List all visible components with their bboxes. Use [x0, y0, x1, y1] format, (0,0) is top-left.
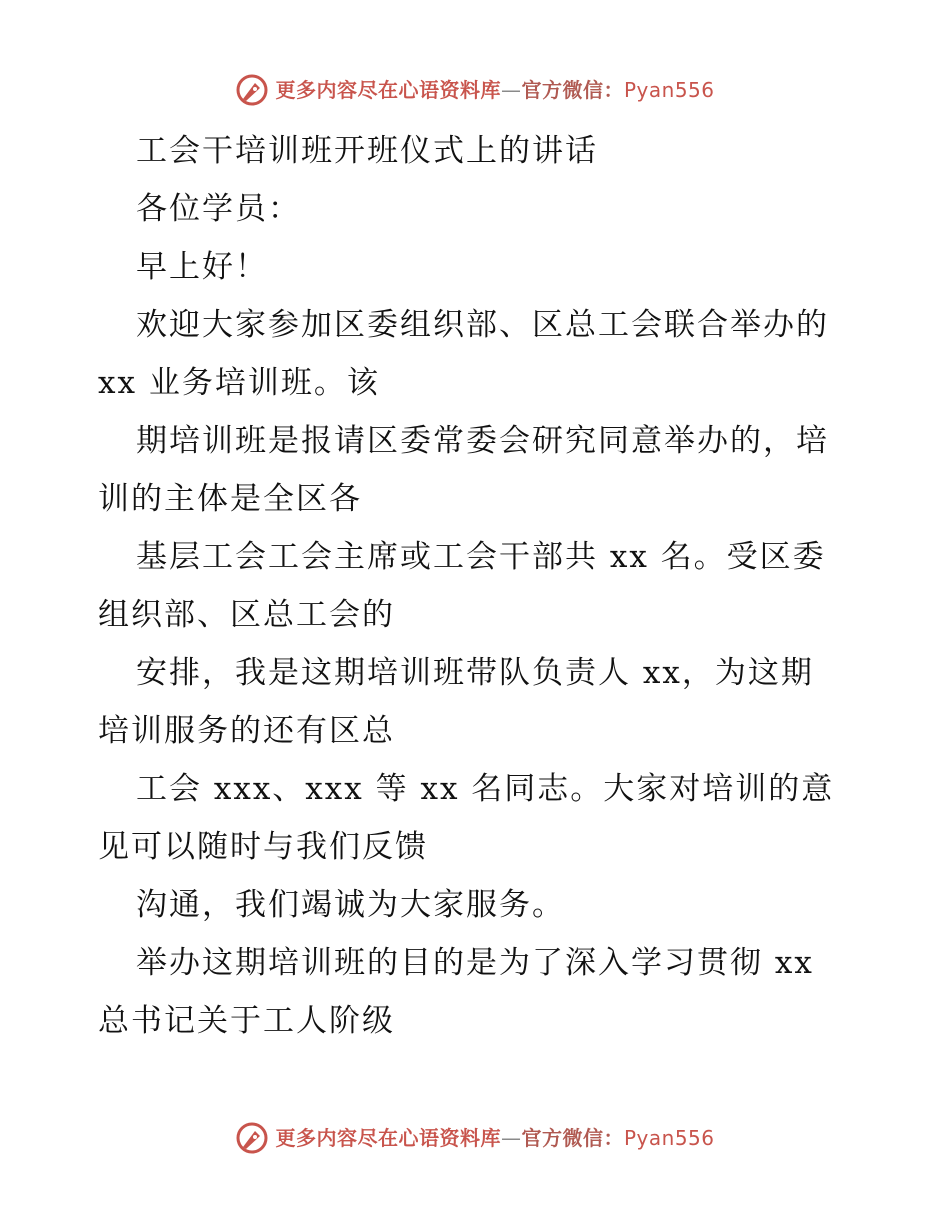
header-watermark-banner: [0, 70, 950, 110]
banner-text: [275, 1121, 714, 1155]
paragraph-line: 沟通，我们竭诚为大家服务。: [136, 887, 565, 923]
salutation: 各位学员：: [136, 191, 301, 227]
footer-watermark-banner: [0, 1118, 950, 1158]
banner-wechat-id: Pyan556: [623, 78, 715, 102]
banner-wechat-id: Pyan556: [623, 1126, 715, 1150]
banner-text: [275, 73, 714, 107]
pen-nib-logo-icon: [235, 1121, 269, 1155]
paragraph-line: 欢迎大家参加区委组织部、区总工会联合举办的: [136, 307, 829, 343]
paragraph-line: 总书记关于工人阶级: [98, 1003, 395, 1039]
paragraph-line: 工会 xxx、xxx 等 xx 名同志。大家对培训的意: [136, 771, 835, 807]
paragraph-line: xx 业务培训班。该: [98, 365, 380, 401]
paragraph-line: 见可以随时与我们反馈: [98, 829, 428, 865]
banner-dash: —: [500, 78, 522, 102]
document-title: 工会干培训班开班仪式上的讲话: [136, 133, 598, 169]
banner-official: 官方微信：: [521, 1126, 624, 1150]
paragraph-line: 举办这期培训班的目的是为了深入学习贯彻 xx: [136, 945, 814, 981]
banner-brand: 更多内容尽在心语资料库: [275, 1126, 501, 1150]
paragraph-line: 安排，我是这期培训班带队负责人 xx，为这期: [136, 655, 814, 691]
banner-brand: 更多内容尽在心语资料库: [275, 78, 501, 102]
paragraph-line: 组织部、区总工会的: [98, 597, 395, 633]
pen-nib-logo-icon: [235, 73, 269, 107]
paragraph-line: 训的主体是全区各: [98, 481, 362, 517]
greeting: 早上好！: [136, 249, 268, 285]
paragraph-line: 期培训班是报请区委常委会研究同意举办的，培: [136, 423, 829, 459]
paragraph-line: 培训服务的还有区总: [98, 713, 395, 749]
banner-official: 官方微信：: [521, 78, 624, 102]
paragraph-line: 基层工会工会主席或工会干部共 xx 名。受区委: [136, 539, 826, 575]
banner-dash: —: [500, 1126, 522, 1150]
document-body: [98, 122, 858, 1050]
